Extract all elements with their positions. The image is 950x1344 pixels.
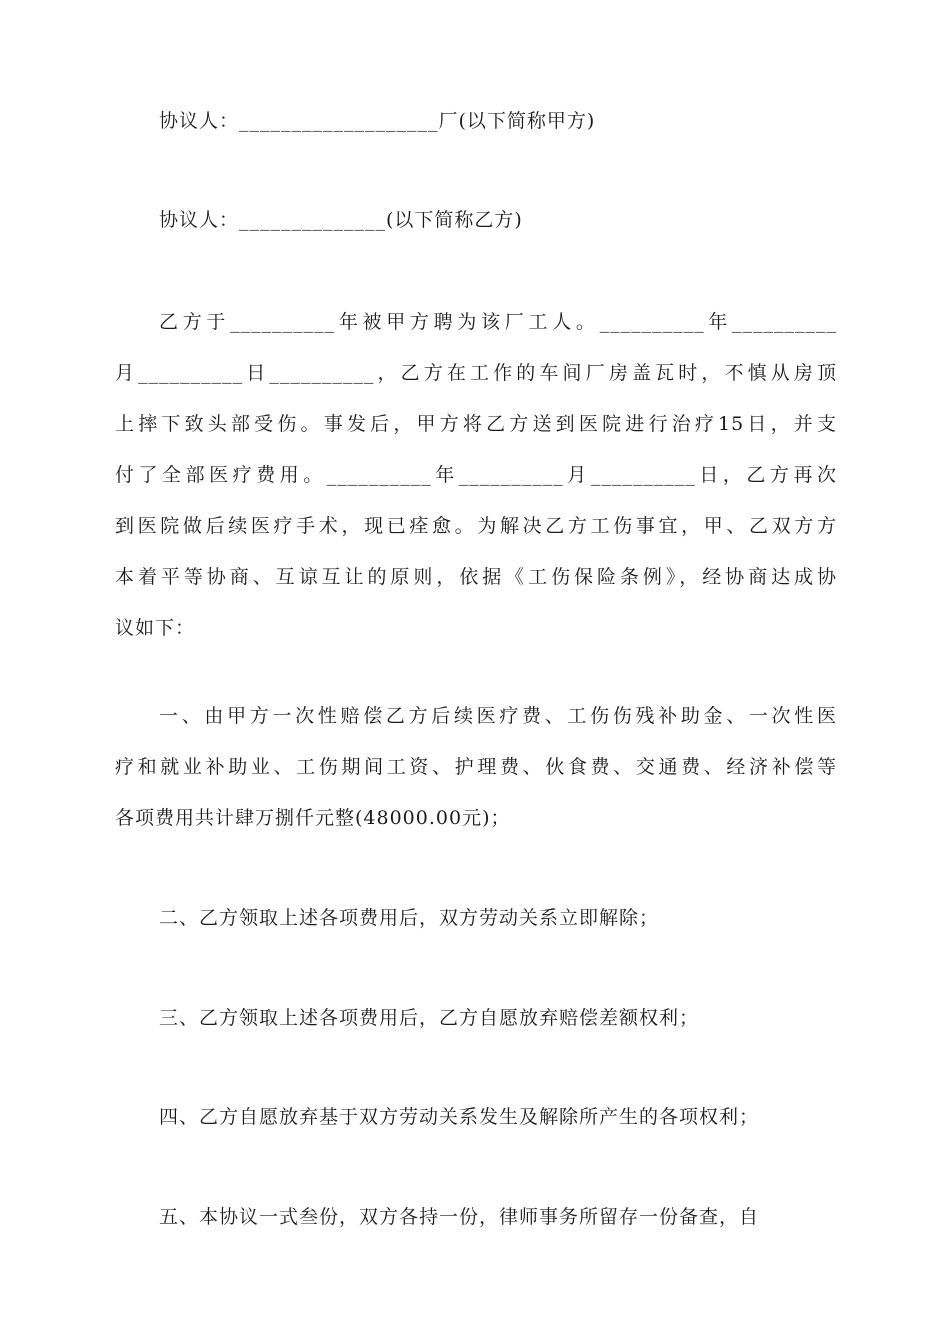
facts-line: 到医院做后续医疗手术，现已痊愈。为解决乙方工伤事宜，甲、乙双方方	[115, 515, 837, 537]
facts-line: 本着平等协商、互谅互让的原则，依据《工伤保险条例》，经协商达成协	[115, 566, 837, 588]
facts-paragraph	[115, 297, 837, 654]
clause-four: 四、乙方自愿放弃基于双方劳动关系发生及解除所产生的各项权利；	[159, 1106, 760, 1128]
party-b-line: 协议人：______________(以下简称乙方)	[159, 209, 523, 231]
facts-line: 议如下：	[115, 617, 196, 639]
facts-line: 乙方于__________年被甲方聘为该厂工人。__________年__________	[159, 311, 837, 333]
clause-five: 五、本协议一式叁份，双方各持一份，律师事务所留存一份备查，自	[159, 1206, 760, 1228]
facts-line: 月__________日__________，乙方在工作的车间厂房盖瓦时，不慎从房顶	[115, 362, 837, 384]
party-a-line: 协议人：___________________厂(以下简称甲方)	[159, 110, 596, 132]
facts-line: 付了全部医疗费用。__________年__________月__________日，乙方再次	[115, 464, 837, 486]
clause-two: 二、乙方领取上述各项费用后，双方劳动关系立即解除；	[159, 907, 660, 929]
clause-one-line: 疗和就业补助业、工伤期间工资、护理费、伙食费、交通费、经济补偿等	[115, 756, 837, 778]
clause-three: 三、乙方领取上述各项费用后，乙方自愿放弃赔偿差额权利；	[159, 1007, 700, 1029]
facts-line: 上摔下致头部受伤。事发后，甲方将乙方送到医院进行治疗15日，并支	[115, 413, 837, 435]
clause-one-line: 一、由甲方一次性赔偿乙方后续医疗费、工伤伤残补助金、一次性医	[159, 705, 837, 727]
clause-one	[115, 691, 837, 844]
clause-one-line: 各项费用共计肆万捌仟元整(48000.00元)；	[115, 807, 511, 829]
